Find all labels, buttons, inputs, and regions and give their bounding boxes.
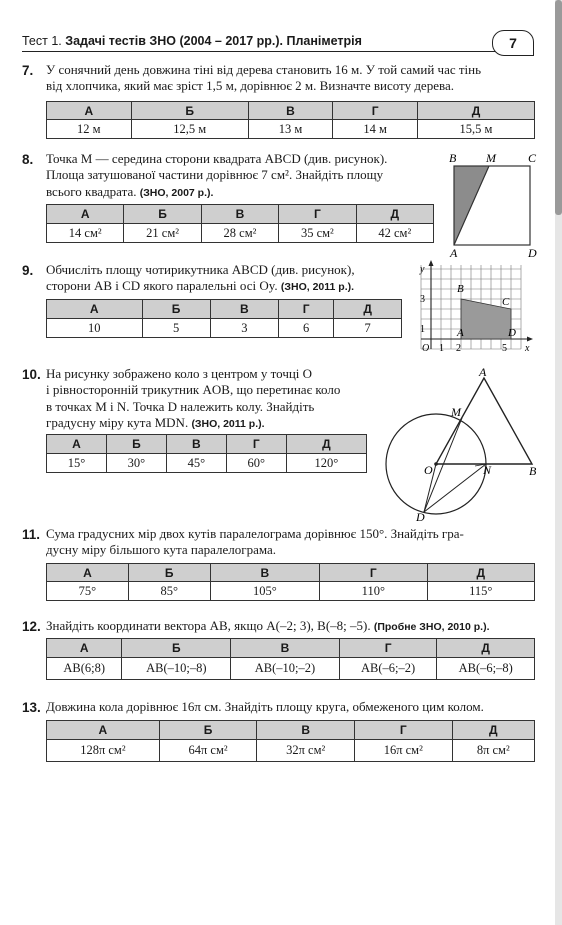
- header-title: [22, 34, 362, 48]
- option-c-header: В: [248, 102, 333, 120]
- answer-table-12: [46, 638, 535, 680]
- option-e-header: Д: [452, 721, 534, 740]
- option-a-header: А: [47, 102, 132, 120]
- option-c-header: В: [231, 639, 340, 658]
- option-b-header: Б: [124, 205, 201, 224]
- option-b-value: 21 см²: [124, 224, 201, 243]
- question-text: [46, 618, 546, 635]
- option-d-value: 14 м: [333, 120, 418, 139]
- option-e-header: Д: [417, 102, 534, 120]
- option-e-value: 115°: [427, 582, 534, 601]
- question-line: У сонячний день довжина тіні від дерева становить 16 м. У той самий час тінь: [46, 62, 482, 77]
- question-line: від хлопчика, який має зріст 1,5 м, дорівнює 2 м. Визначте висоту дерева.: [46, 78, 454, 94]
- option-a-value: 14 см²: [47, 224, 124, 243]
- label-y: y: [420, 264, 425, 275]
- option-d-value: 60°: [226, 454, 286, 473]
- question-line: Знайдіть координати вектора AB, якщо A(–2; 3), B(–8; –5). (Пробне ЗНО, 2010 р.).: [46, 618, 490, 633]
- answer-table-13: [46, 720, 535, 762]
- question-line: На рисунку зображено коло з центром у точці O: [46, 366, 313, 381]
- option-b-header: Б: [131, 102, 248, 120]
- option-d-header: Г: [339, 639, 437, 658]
- option-a-value: AB(6;8): [47, 658, 122, 680]
- option-d-value: AB(–6;–2): [339, 658, 437, 680]
- answer-table-7: [46, 101, 535, 139]
- option-e-header: Д: [427, 564, 534, 582]
- label-b: B: [529, 464, 537, 478]
- option-a-value: 12 м: [47, 120, 132, 139]
- option-c-value: AB(–10;–2): [231, 658, 340, 680]
- option-a-header: А: [47, 639, 122, 658]
- label-o: O: [424, 463, 433, 477]
- option-e-value: 8π см²: [452, 740, 534, 762]
- test-label: Тест 1.: [22, 34, 62, 48]
- question-line: і рівносторонній трикутник AOB, що перетинає коло: [46, 382, 341, 398]
- tick-5: 5: [502, 343, 507, 354]
- option-d-header: Г: [354, 721, 452, 740]
- tick-1-y: 1: [420, 324, 425, 335]
- option-c-header: В: [201, 205, 278, 224]
- answer-table-11: [46, 563, 535, 601]
- label-d: D: [508, 327, 516, 339]
- question-number: 11.: [22, 527, 41, 542]
- source-note: (Пробне ЗНО, 2010 р.).: [373, 621, 490, 633]
- label-b: B: [457, 283, 464, 295]
- question-text: [46, 526, 546, 559]
- option-e-value: AB(–6;–8): [437, 658, 535, 680]
- option-a-header: А: [47, 721, 160, 740]
- header-rule: [22, 51, 496, 52]
- question-line: Сума градусних мір двох кутів паралелограма дорівнює 150°. Знайдіть гра-: [46, 526, 464, 541]
- page-header: [22, 30, 536, 56]
- option-e-value: 120°: [286, 454, 366, 473]
- option-d-header: Г: [279, 300, 334, 319]
- option-a-header: А: [47, 564, 129, 582]
- label-n: N: [483, 463, 492, 477]
- option-e-header: Д: [356, 205, 433, 224]
- option-b-value: 5: [142, 319, 210, 338]
- question-number: 9.: [22, 263, 34, 278]
- answer-table-8: [46, 204, 434, 243]
- option-c-header: В: [257, 721, 355, 740]
- option-b-value: 30°: [106, 454, 166, 473]
- question-line: сторони AB і CD якого паралельні осі Oy. (ЗНО, 2011 р.).: [46, 278, 355, 294]
- option-e-header: Д: [286, 435, 366, 454]
- question-text: [46, 151, 446, 201]
- option-b-value: 85°: [128, 582, 210, 601]
- option-b-header: Б: [128, 564, 210, 582]
- source-note: (ЗНО, 2007 р.).: [139, 186, 214, 199]
- question-line: дусну міру більшого кута паралелограма.: [46, 542, 277, 558]
- question-line: Площа затушованої частини дорівнює 7 см². Знайдіть площу: [46, 167, 384, 183]
- option-b-header: Б: [159, 721, 257, 740]
- question-line: Обчисліть площу чотирикутника ABCD (див. рисунок),: [46, 262, 355, 277]
- option-c-value: 105°: [210, 582, 319, 601]
- tick-1-x: 1: [439, 343, 444, 354]
- point-o: [434, 462, 438, 466]
- answer-table-9: [46, 299, 402, 338]
- label-m: M: [451, 405, 461, 419]
- question-text: [46, 62, 546, 95]
- option-b-header: Б: [142, 300, 210, 319]
- question-line: всього квадрата. (ЗНО, 2007 р.).: [46, 183, 214, 199]
- option-b-header: Б: [106, 435, 166, 454]
- option-a-header: А: [47, 435, 107, 454]
- option-d-header: Г: [333, 102, 418, 120]
- label-c: C: [502, 296, 510, 308]
- question-text: [46, 262, 426, 296]
- option-a-header: А: [47, 300, 143, 319]
- label-a: A: [479, 365, 487, 379]
- option-e-value: 7: [334, 319, 402, 338]
- square-figure: [444, 150, 544, 260]
- option-c-value: 28 см²: [201, 224, 278, 243]
- question-text: [46, 699, 546, 715]
- question-line: в точках M і N. Точка D належить колу. Знайдіть: [46, 398, 315, 414]
- question-line: градусну міру кута MDN. (ЗНО, 2011 р.).: [46, 415, 265, 431]
- question-text: [46, 366, 396, 433]
- label-m: M: [486, 151, 496, 165]
- question-number: 7.: [22, 63, 34, 78]
- coordinate-grid-figure: [413, 258, 539, 358]
- option-c-value: 3: [210, 319, 278, 338]
- option-b-value: AB(–10;–8): [122, 658, 231, 680]
- section-title: Задачі тестів ЗНО (2004 – 2017 рр.). Планіметрія: [65, 34, 362, 48]
- option-c-value: 32π см²: [257, 740, 355, 762]
- option-e-value: 42 см²: [356, 224, 433, 243]
- option-c-header: В: [210, 300, 278, 319]
- option-c-value: 45°: [166, 454, 226, 473]
- option-a-value: 15°: [47, 454, 107, 473]
- question-number: 13.: [22, 700, 41, 715]
- y-axis-arrow: [429, 260, 434, 266]
- option-b-header: Б: [122, 639, 231, 658]
- option-c-header: В: [166, 435, 226, 454]
- label-a: A: [450, 246, 458, 260]
- label-d: D: [528, 246, 537, 260]
- option-e-header: Д: [334, 300, 402, 319]
- label-a: A: [457, 327, 464, 339]
- option-a-header: А: [47, 205, 124, 224]
- option-c-header: В: [210, 564, 319, 582]
- question-number: 10.: [22, 367, 41, 382]
- option-d-value: 35 см²: [279, 224, 356, 243]
- label-origin: O: [422, 343, 430, 354]
- option-e-value: 15,5 м: [417, 120, 534, 139]
- circle-triangle-figure: [384, 362, 550, 524]
- question-number: 8.: [22, 152, 34, 167]
- option-d-header: Г: [279, 205, 356, 224]
- question-line: Точка M — середина сторони квадрата ABCD (див. рисунок).: [46, 151, 388, 166]
- option-d-header: Г: [226, 435, 286, 454]
- label-x: x: [525, 343, 530, 354]
- option-b-value: 64π см²: [159, 740, 257, 762]
- label-c: C: [528, 151, 537, 165]
- source-note: (ЗНО, 2011 р.).: [280, 281, 355, 294]
- x-axis-arrow: [527, 337, 533, 342]
- tick-2: 2: [456, 343, 461, 354]
- label-b: B: [449, 151, 457, 165]
- option-d-value: 110°: [320, 582, 427, 601]
- scrollbar-thumb[interactable]: [555, 0, 562, 215]
- tick-3: 3: [420, 294, 425, 305]
- question-line: Довжина кола дорівнює 16π см. Знайдіть площу круга, обмеженого цим колом.: [46, 699, 484, 714]
- option-c-value: 13 м: [248, 120, 333, 139]
- answer-table-10: [46, 434, 367, 473]
- question-number: 12.: [22, 619, 41, 634]
- source-note: (ЗНО, 2011 р.).: [191, 418, 265, 431]
- option-b-value: 12,5 м: [131, 120, 248, 139]
- option-d-value: 6: [279, 319, 334, 338]
- option-d-value: 16π см²: [354, 740, 452, 762]
- label-d: D: [416, 510, 425, 524]
- page-number: 7: [492, 30, 534, 56]
- option-a-value: 75°: [47, 582, 129, 601]
- option-e-header: Д: [437, 639, 535, 658]
- option-a-value: 128π см²: [47, 740, 160, 762]
- option-d-header: Г: [320, 564, 427, 582]
- option-a-value: 10: [47, 319, 143, 338]
